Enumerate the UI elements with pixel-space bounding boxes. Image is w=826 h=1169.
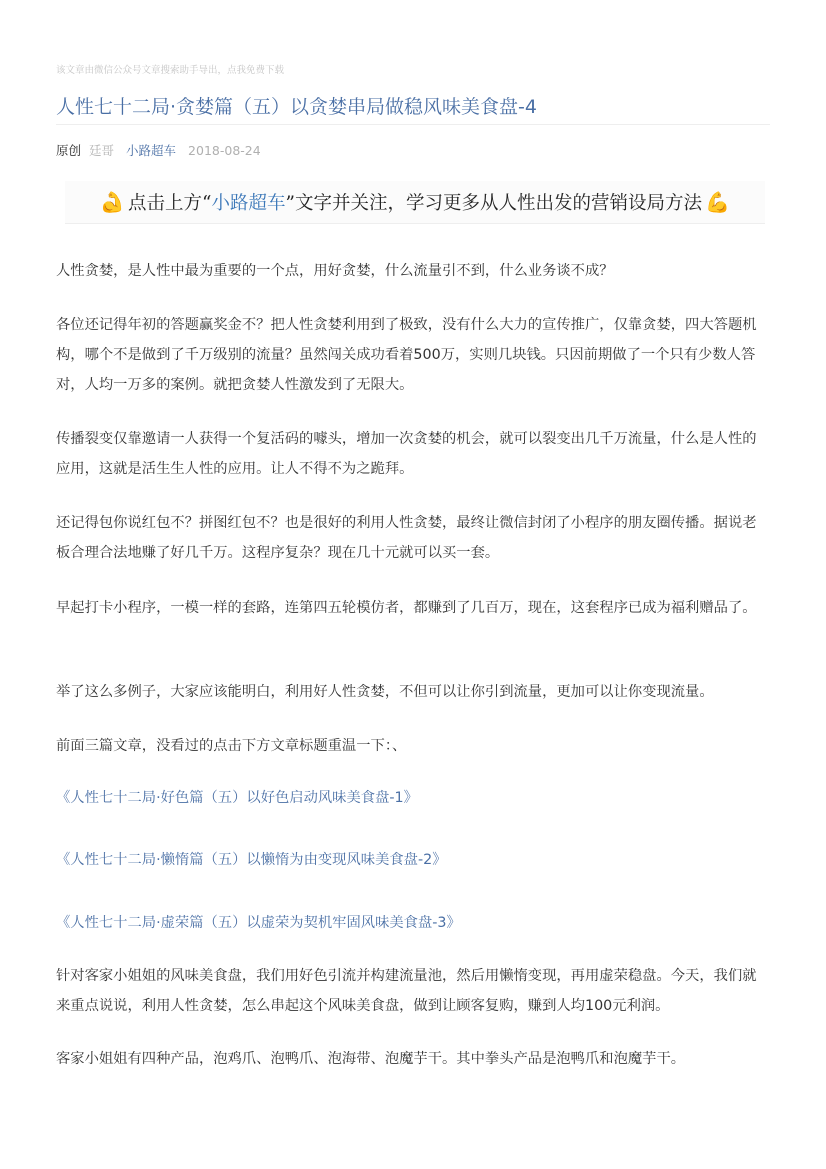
paragraph: 早起打卡小程序，一模一样的套路，连第四五轮模仿者，都赚到了几百万，现在，这套程序已成为福利赠品了。	[56, 600, 757, 616]
article-link-3[interactable]: 《人性七十二局·虚荣篇（五）以虚荣为契机牢固风味美食盘-3》	[56, 915, 461, 931]
account-link[interactable]: 小路超车	[126, 143, 177, 158]
paragraph: 针对客家小姐姐的风味美食盘，我们用好色引流并构建流量池，然后用懒惰变现，再用虚荣稳盘。今天，我们就来重点说说，利用人性贪婪，怎么串起这个风味美食盘，做到让顾客复购，赚到人均100元利润。	[56, 968, 757, 1014]
flexed-biceps-icon: 💪	[704, 190, 730, 214]
banner-text-after: ”文字并关注，学习更多从人性出发的营销设局方法	[285, 193, 702, 214]
banner-text-before: 点击上方“	[128, 193, 212, 214]
article-link-2[interactable]: 《人性七十二局·懒惰篇（五）以懒惰为由变现风味美食盘-2》	[56, 852, 447, 868]
paragraph: 举了这么多例子，大家应该能明白，利用好人性贪婪，不但可以让你引到流量，更加可以让你变现流量。	[56, 684, 714, 700]
title-divider	[56, 124, 770, 125]
author-name: 廷哥	[89, 143, 115, 158]
article-title: 人性七十二局·贪婪篇（五）以贪婪串局做稳风味美食盘-4	[56, 96, 537, 118]
export-note-link[interactable]: 该文章由微信公众号文章搜索助手导出，点我免费下载	[56, 65, 285, 76]
flexed-biceps-icon: 💪	[100, 190, 126, 214]
follow-banner	[65, 181, 765, 224]
paragraph: 传播裂变仅靠邀请一人获得一个复活码的噱头，增加一次贪婪的机会，就可以裂变出几千万流量，什么是人性的应用，这就是活生生人性的应用。让人不得不为之跪拜。	[56, 431, 757, 477]
paragraph: 前面三篇文章，没看过的点击下方文章标题重温一下：、	[56, 738, 407, 754]
original-badge: 原创	[56, 143, 82, 158]
article-link-1[interactable]: 《人性七十二局·好色篇（五）以好色启动风味美食盘-1》	[56, 790, 418, 806]
banner-account-name[interactable]: 小路超车	[211, 193, 286, 214]
paragraph: 客家小姐姐有四种产品，泡鸡爪、泡鸭爪、泡海带、泡魔芋干。其中拳头产品是泡鸭爪和泡魔芋干。	[56, 1051, 686, 1067]
article-meta	[56, 141, 261, 159]
publish-date: 2018-08-24	[188, 143, 261, 158]
paragraph: 还记得包你说红包不？拼图红包不？也是很好的利用人性贪婪，最终让微信封闭了小程序的朋友圈传播。据说老板合理合法地赚了好几千万。这程序复杂？现在几十元就可以买一套。	[56, 515, 757, 561]
paragraph: 人性贪婪，是人性中最为重要的一个点，用好贪婪，什么流量引不到，什么业务谈不成？	[56, 263, 614, 279]
paragraph: 各位还记得年初的答题赢奖金不？把人性贪婪利用到了极致，没有什么大力的宣传推广，仅靠贪婪，四大答题机构，哪个不是做到了千万级别的流量？虽然闯关成功看着500万，实则几块钱。只因前期做了一个只有少数人答对，人均一万多的案例。就把贪婪人性激发到了无限大。	[56, 317, 757, 393]
